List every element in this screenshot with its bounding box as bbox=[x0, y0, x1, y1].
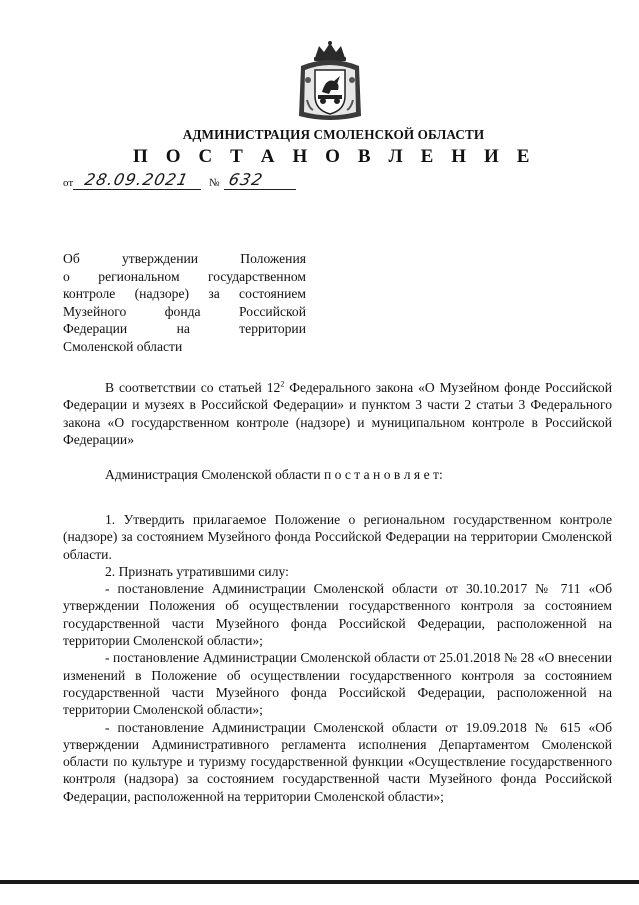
organization-name: АДМИНИСТРАЦИЯ СМОЛЕНСКОЙ ОБЛАСТИ bbox=[182, 127, 485, 142]
repealed-act-2: - постановление Администрации Смоленской области от 25.01.2018 № 28 «О внесении изменений в Положение об осуществлении государственного контроля за состоянием государственной части Музейного фонда Российской Федерации, расположенной на территории Смоленской области»; bbox=[63, 650, 612, 718]
date-number-line bbox=[63, 170, 303, 192]
resolves-verb: п о с т а н о в л я е т: bbox=[323, 467, 443, 482]
title-line: Федерации на территории bbox=[63, 321, 306, 336]
number-prefix: № bbox=[209, 177, 220, 189]
item-1: 1. Утвердить прилагаемое Положение о региональном государственном контроле (надзоре) за состоянием Музейного фонда Российской Федерации на территории Смоленской области. bbox=[63, 512, 612, 562]
title-line: Об утверждении Положения bbox=[63, 251, 306, 266]
number-underline bbox=[224, 189, 296, 190]
resolution-items bbox=[63, 511, 612, 805]
scan-edge-line bbox=[0, 880, 639, 884]
handwritten-date: 28.09.2021 bbox=[82, 170, 191, 189]
document-type: П О С Т А Н О В Л Е Н И Е bbox=[133, 146, 536, 167]
date-prefix: от bbox=[63, 177, 74, 189]
coat-of-arms-emblem bbox=[293, 40, 367, 124]
superscript: 2 bbox=[280, 379, 285, 389]
repealed-act-1: - постановление Администрации Смоленской области от 30.10.2017 № 711 «Об утверждении Положения об осуществлении государственного контроля за состоянием государственной части Музейного фонда Российской Федерации, расположенной на территории Смоленской области»; bbox=[63, 581, 612, 649]
preamble-paragraph: В соответствии со статьей $12^2$ Федерального закона «О Музейном фонде Российской Федерации и музеях в Российской Федерации» и пунктом 3 части 2 статьи 3 Федерального закона «О государственном контроле (надзоре) и муниципальном контроле в Российской Федерации» bbox=[63, 379, 612, 447]
item-2: 2. Признать утратившими силу: bbox=[105, 563, 289, 579]
title-line: Смоленской области bbox=[63, 338, 183, 354]
title-line: о региональном государственном bbox=[63, 268, 306, 284]
preamble-block bbox=[63, 379, 612, 448]
resolves-paragraph bbox=[63, 466, 612, 483]
resolves-block bbox=[63, 466, 612, 483]
title-line: Музейного фонда Российской bbox=[63, 303, 306, 319]
repealed-act-3: - постановление Администрации Смоленской области от 19.09.2018 № 615 «Об утверждении Административного регламента исполнения Департаментом Смоленской области по культуре и туризму государственной функции «Осуществление государственного контроля (надзора) за состоянием государственной части Музейного фонда Российской Федерации, расположенной на территории Смоленской области»; bbox=[63, 719, 612, 804]
handwritten-number: 632 bbox=[226, 170, 266, 189]
date-underline bbox=[73, 189, 201, 190]
title-line: контроле (надзоре) за состоянием bbox=[63, 286, 306, 301]
resolves-subject: Администрация Смоленской области bbox=[105, 467, 321, 482]
document-title bbox=[63, 250, 306, 355]
